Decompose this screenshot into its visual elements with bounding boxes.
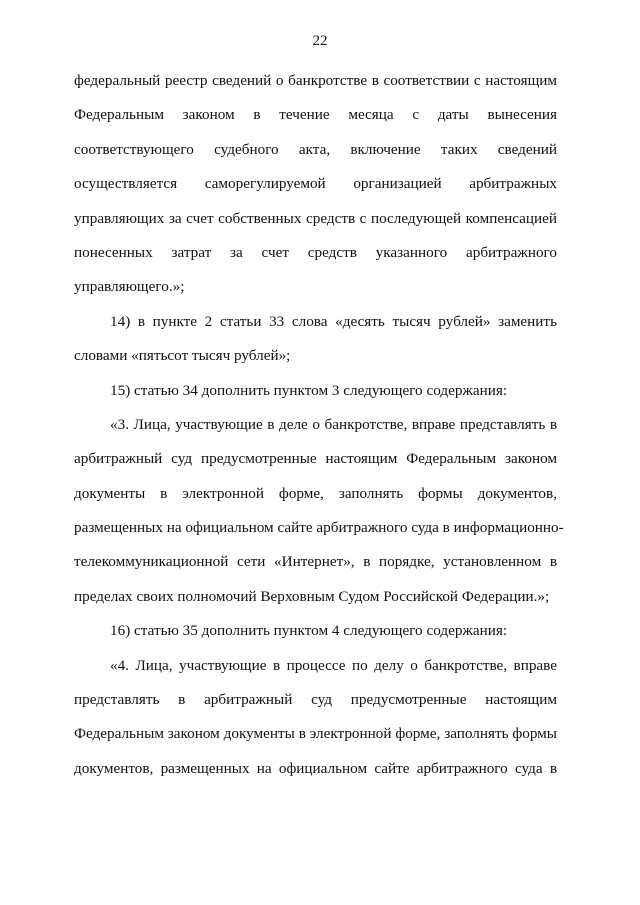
- text-line: соответствующего судебного акта, включение таких сведений: [74, 140, 557, 158]
- text-line: 14) в пункте 2 статьи 33 слова «десять тысяч рублей» заменить: [110, 312, 557, 330]
- text-line: представлять в арбитражный суд предусмотренные настоящим: [74, 691, 557, 709]
- text-line: федеральный реестр сведений о банкротстве в соответствии с настоящим: [74, 72, 557, 89]
- text-line: пределах своих полномочий Верховным Судом Российской Федерации.»;: [74, 587, 550, 605]
- text-line: словами «пятьсот тысяч рублей»;: [74, 347, 291, 365]
- text-line: осуществляется саморегулируемой организацией арбитражных: [74, 175, 557, 193]
- page-number: 22: [312, 33, 328, 49]
- text-line: размещенных на официальном сайте арбитражного суда в информационно-: [74, 519, 564, 537]
- text-line: документов, размещенных на официальном сайте арбитражного суда в: [74, 759, 557, 777]
- text-line: Федеральным законом в течение месяца с даты вынесения: [74, 106, 557, 124]
- text-line: арбитражный суд предусмотренные настоящим Федеральным законом: [74, 450, 557, 468]
- text-line: «3. Лица, участвующие в деле о банкротстве, вправе представлять в: [110, 415, 557, 433]
- text-line: телекоммуникационной сети «Интернет», в порядке, установленном в: [74, 553, 557, 571]
- text-line: «4. Лица, участвующие в процессе по делу о банкротстве, вправе: [110, 656, 557, 674]
- document-body: [74, 71, 564, 793]
- text-line: управляющих за счет собственных средств с последующей компенсацией: [74, 209, 557, 227]
- text-line: управляющего.»;: [74, 278, 185, 296]
- text-line: документы в электронной форме, заполнять формы документов,: [74, 484, 557, 502]
- text-line: понесенных затрат за счет средств указанного арбитражного: [74, 243, 557, 261]
- text-line: 16) статью 35 дополнить пунктом 4 следующего содержания:: [110, 622, 508, 640]
- text-line: Федеральным законом документы в электронной форме, заполнять формы: [74, 725, 557, 743]
- text-line: 15) статью 34 дополнить пунктом 3 следующего содержания:: [110, 381, 508, 399]
